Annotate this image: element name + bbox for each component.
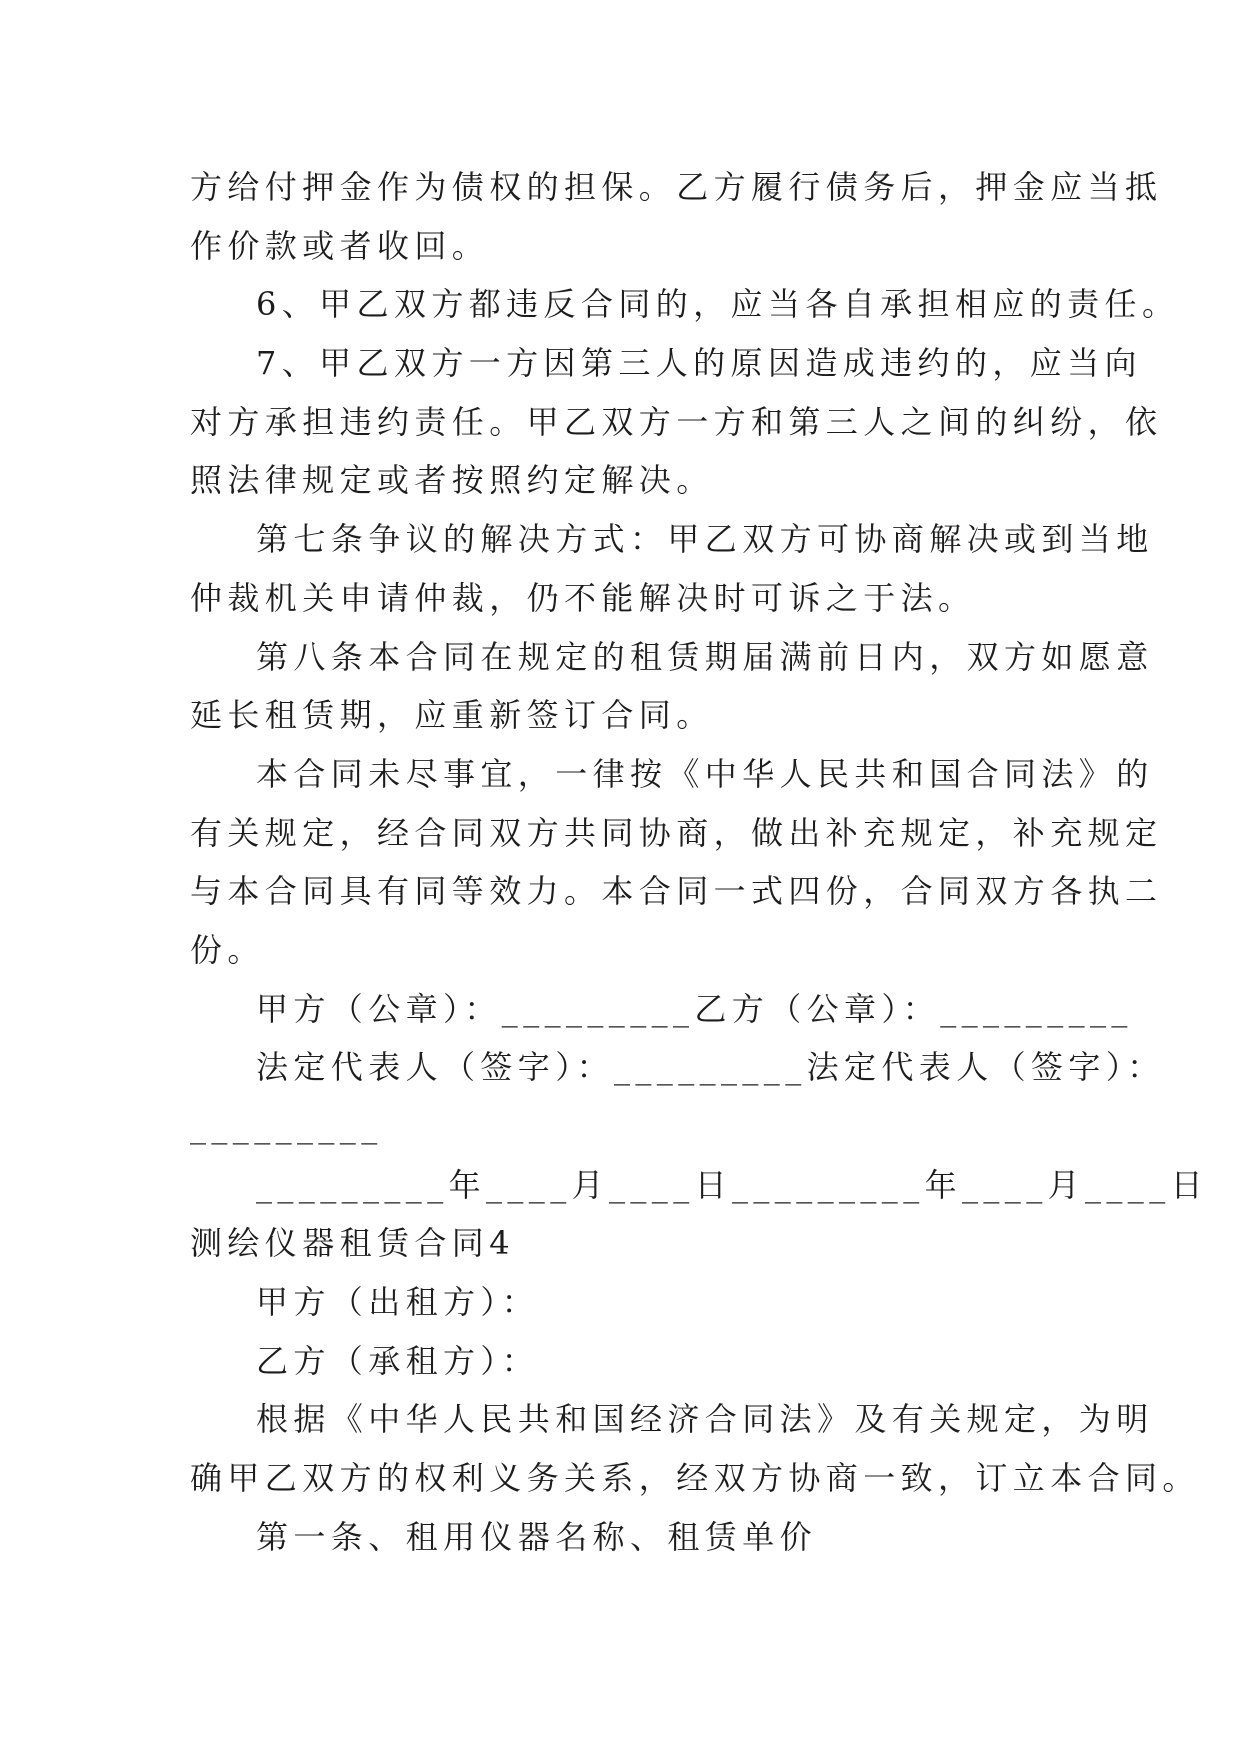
party-b-line: 乙方（承租方）： (256, 1341, 540, 1380)
signature-date-line: _________年____月____日_________年____月____日 (256, 1165, 1208, 1204)
contract-title: 测绘仪器租赁合同4 (190, 1224, 515, 1263)
paragraph-line: 作价款或者收回。 (190, 226, 490, 265)
paragraph-line: 仲裁机关申请仲裁，仍不能解决时可诉之于法。 (190, 578, 976, 617)
paragraph-line: 份。 (190, 930, 265, 969)
paragraph-line: 照法律规定或者按照约定解决。 (190, 461, 714, 500)
paragraph-line: 本合同未尽事宜，一律按《中华人民共和国合同法》的 (256, 754, 1154, 793)
party-a-line: 甲方（出租方）： (256, 1283, 540, 1322)
signature-representative-line: 法定代表人（签字）：_________法定代表人（签字）： (256, 1048, 1165, 1087)
paragraph-line: 根据《中华人民共和国经济合同法》及有关规定，为明 (256, 1400, 1154, 1439)
paragraph-line: 第七条争议的解决方式：甲乙双方可协商解决或到当地 (256, 520, 1154, 559)
paragraph-line: 有关规定，经合同双方共同协商，做出补充规定，补充规定 (190, 813, 1163, 852)
signature-blank-line: _________ (190, 1107, 383, 1145)
paragraph-line: 延长租赁期，应重新签订合同。 (190, 696, 714, 735)
article-heading: 第一条、租用仪器名称、租赁单价 (256, 1517, 818, 1556)
paragraph-line: 与本合同具有同等效力。本合同一式四份，合同双方各执二 (190, 872, 1163, 911)
paragraph-line: 确甲乙双方的权利义务关系，经双方协商一致，订立本合同。 (190, 1459, 1200, 1498)
document-page (190, 158, 1208, 1567)
paragraph-line: 7、甲乙双方一方因第三人的原因造成违约的，应当向 (256, 344, 1142, 383)
paragraph-line: 6、甲乙双方都违反合同的，应当各自承担相应的责任。 (256, 285, 1180, 324)
paragraph-line: 对方承担违约责任。甲乙双方一方和第三人之间的纠纷，依 (190, 402, 1163, 441)
paragraph-line: 方给付押金作为债权的担保。乙方履行债务后，押金应当抵 (190, 168, 1163, 206)
signature-seal-line: 甲方（公章）：_________乙方（公章）：_________ (256, 989, 1133, 1028)
paragraph-line: 第八条本合同在规定的租赁期届满前日内，双方如愿意 (256, 637, 1154, 676)
